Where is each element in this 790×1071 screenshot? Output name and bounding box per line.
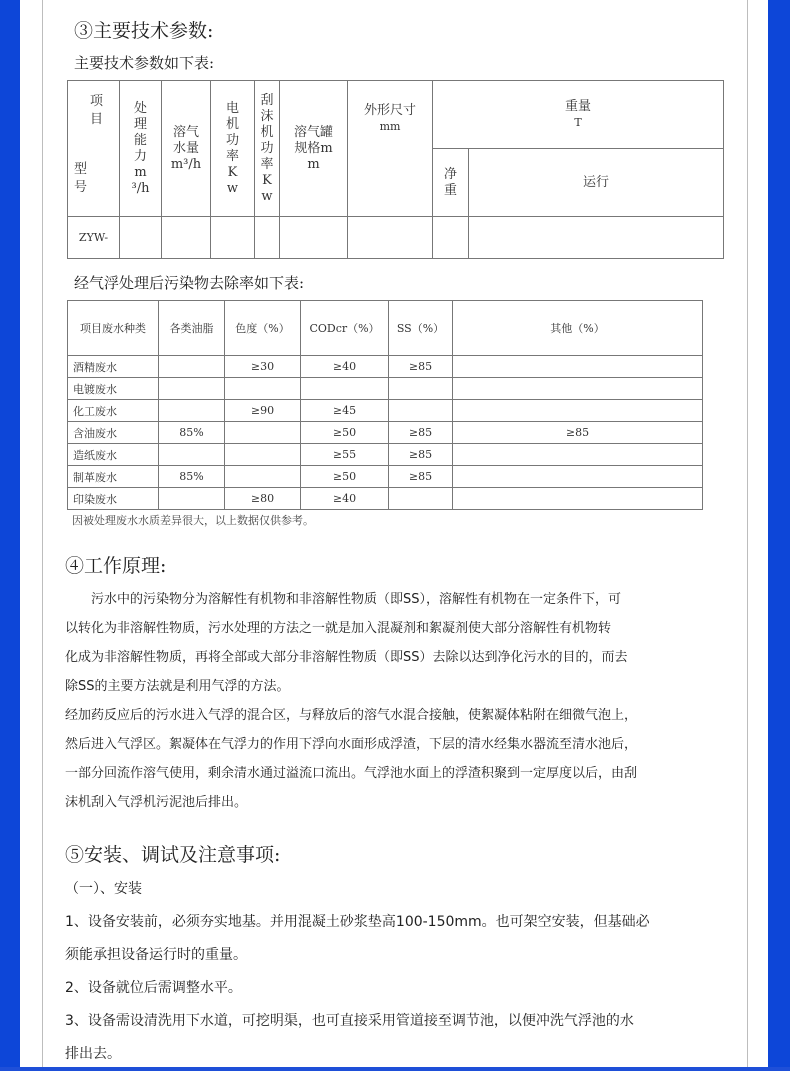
cell [301, 378, 389, 400]
item-model-header: 项 目 型 号 [68, 81, 120, 217]
text-line: 一部分回流作溶气使用，剩余清水通过溢流口流出。气浮池水面上的浮渣积聚到一定厚度以后，由刮 [65, 766, 638, 781]
text-line: 1、设备安装前，必须夯实地基。并用混凝土砂浆垫高100-150mm。也可架空安装，但基础必 [65, 914, 650, 930]
run-weight-header: 运行 [469, 149, 724, 217]
table-row [68, 422, 703, 444]
right-white-margin [748, 0, 768, 1067]
section5-heading: ⑤安装、调试及注意事项: [65, 844, 281, 866]
net-weight-header: 净重 [433, 149, 469, 217]
cell: 制革废水 [68, 466, 159, 488]
text-line: 经加药反应后的污水进入气浮的混合区，与释放后的溶气水混合接触，使絮凝体粘附在细微气泡上， [65, 708, 638, 723]
left-white-margin [20, 0, 42, 1067]
cell: ≥40 [301, 356, 389, 378]
tech-params-table [67, 80, 724, 259]
cell [159, 444, 225, 466]
cell [453, 444, 703, 466]
col-header: 其他（%） [453, 301, 703, 356]
table-row [68, 356, 703, 378]
cell [225, 466, 301, 488]
cell: 电镀废水 [68, 378, 159, 400]
cell: ≥85 [389, 356, 453, 378]
cell: 酒精废水 [68, 356, 159, 378]
text-line: （一）、安装 [65, 881, 142, 897]
col-header: CODcr（%） [301, 301, 389, 356]
empty-cell [255, 217, 280, 259]
section4-heading: ④工作原理: [65, 555, 167, 577]
text-line: 污水中的污染物分为溶解性有机物和非溶解性物质（即SS），溶解性有机物在一定条件下，可 [91, 592, 622, 607]
col-header: 各类油脂 [159, 301, 225, 356]
cell: ≥55 [301, 444, 389, 466]
text-line: 须能承担设备运行时的重量。 [65, 947, 247, 963]
cell: 含油废水 [68, 422, 159, 444]
section3-heading: ③主要技术参数: [74, 20, 214, 42]
cell: 印染废水 [68, 488, 159, 510]
scraper-power-header: 刮沫机功率Kw [255, 81, 280, 217]
cell [453, 466, 703, 488]
cell [453, 378, 703, 400]
cell: ≥90 [225, 400, 301, 422]
cell: 85% [159, 466, 225, 488]
empty-cell [348, 217, 433, 259]
removal-rate-table [67, 300, 703, 510]
size-header: 外形尺寸 mm [348, 81, 433, 217]
empty-cell [280, 217, 348, 259]
cell [159, 400, 225, 422]
col-header: 项目废水种类 [68, 301, 159, 356]
text-line: 3、设备需设清洗用下水道，可挖明渠，也可直接采用管道接至调节池，以便冲洗气浮池的水 [65, 1013, 634, 1029]
cell [389, 378, 453, 400]
table-row [68, 400, 703, 422]
cell [389, 488, 453, 510]
cell [225, 422, 301, 444]
cell [159, 378, 225, 400]
right-blue-border [768, 0, 790, 1067]
table-note: 因被处理废水水质差异很大，以上数据仅供参考。 [72, 514, 314, 527]
empty-cell [433, 217, 469, 259]
table-row [68, 444, 703, 466]
empty-cell [211, 217, 255, 259]
cell [159, 488, 225, 510]
cell: ≥40 [301, 488, 389, 510]
cell: ≥85 [389, 466, 453, 488]
cell [389, 400, 453, 422]
installation-text [65, 873, 715, 1071]
cell [159, 356, 225, 378]
table-row [68, 378, 703, 400]
cell [453, 400, 703, 422]
tank-spec-header: 溶气罐规格mm [280, 81, 348, 217]
cell: ≥80 [225, 488, 301, 510]
col-header: SS（%） [389, 301, 453, 356]
removal-rate-intro: 经气浮处理后污染物去除率如下表: [74, 274, 305, 292]
text-line: 排出去。 [65, 1046, 121, 1062]
section3-intro: 主要技术参数如下表: [74, 54, 215, 72]
text-line: 2、设备就位后需调整水平。 [65, 980, 242, 996]
cell [225, 444, 301, 466]
cell: ≥85 [453, 422, 703, 444]
capacity-header: 处理能力m³/h [120, 81, 162, 217]
text-line: 沫机刮入气浮机污泥池后排出。 [65, 795, 248, 810]
cell [453, 356, 703, 378]
cell: 85% [159, 422, 225, 444]
text-line: 然后进入气浮区。絮凝体在气浮力的作用下浮向水面形成浮渣，下层的清水经集水器流至清水池后， [65, 737, 638, 752]
cell: 造纸废水 [68, 444, 159, 466]
empty-cell [120, 217, 162, 259]
cell: ≥45 [301, 400, 389, 422]
text-line: 化成为非溶解性物质，再将全部或大部分非溶解性物质（即SS）去除以达到净化污水的目的，而去 [65, 650, 628, 665]
gas-water-header: 溶气水量m³/h [162, 81, 211, 217]
motor-power-header: 电机功率Kw [211, 81, 255, 217]
col-header: 色度（%） [225, 301, 301, 356]
table-row [68, 466, 703, 488]
cell: ≥85 [389, 422, 453, 444]
left-blue-border [0, 0, 20, 1067]
text-line: 除SS的主要方法就是利用气浮的方法。 [65, 679, 290, 694]
text-line: 以转化为非溶解性物质，污水处理的方法之一就是加入混凝剂和絮凝剂使大部分溶解性有机物转 [65, 621, 612, 636]
table-row [68, 488, 703, 510]
cell [225, 378, 301, 400]
cell [453, 488, 703, 510]
model-cell: ZYW- [68, 217, 120, 259]
cell: ≥50 [301, 466, 389, 488]
working-principle-text [65, 585, 715, 817]
empty-cell [162, 217, 211, 259]
weight-header: 重量 T [433, 81, 724, 149]
cell: ≥30 [225, 356, 301, 378]
cell: 化工废水 [68, 400, 159, 422]
empty-cell [469, 217, 724, 259]
cell: ≥85 [389, 444, 453, 466]
cell: ≥50 [301, 422, 389, 444]
